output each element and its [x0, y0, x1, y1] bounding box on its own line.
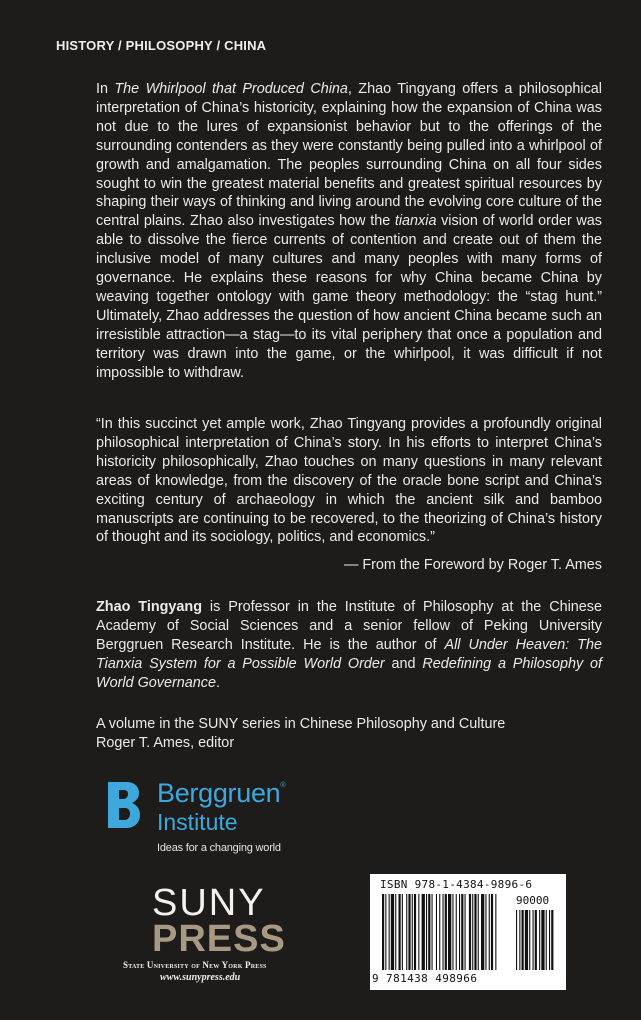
barcode-bar: [485, 894, 486, 970]
author-name: Zhao Tingyang: [96, 599, 202, 615]
barcode-bar: [469, 894, 471, 970]
barcode-bar: [432, 894, 433, 970]
berggruen-tagline: Ideas for a changing world: [157, 842, 281, 854]
barcode-bar: [408, 894, 410, 970]
barcode-bar: [428, 894, 430, 970]
barcode-bar: [382, 894, 384, 970]
barcode-bar: [443, 894, 444, 970]
barcode-digits: 9 781438 498966: [372, 972, 478, 985]
book-title: The Whirlpool that Produced China: [114, 81, 348, 97]
barcode-bar: [452, 894, 453, 970]
publisher-name: State University of New York Press: [123, 960, 267, 970]
barcode-bar: [465, 894, 466, 970]
barcode-bar: [412, 894, 413, 970]
book-title: All Under Heaven: The Tianxia System for a Possible World Order: [96, 636, 602, 672]
series-line: A volume in the SUNY series in Chinese Philosophy and Culture: [96, 716, 506, 732]
series-info: [96, 715, 505, 753]
berggruen-name: Berggruen®: [157, 778, 286, 808]
barcode-bar: [489, 894, 490, 970]
barcode-bar: [481, 894, 484, 970]
tianxia-term: tianxia: [394, 213, 437, 230]
barcode-bar: [456, 894, 457, 970]
price-code: 90000: [516, 894, 550, 907]
barcode-bar: [478, 894, 479, 970]
price-bar: [522, 910, 524, 970]
book-title: Redefining a Philosophy of World Governance: [96, 655, 602, 691]
barcode-bar: [495, 894, 496, 970]
barcode-bar: [422, 894, 425, 970]
barcode-bar: [406, 894, 407, 970]
bio-text: is Professor in the Institute of Philosophy at the Chinese Academy of Social Sciences and a senior fellow of Peking University Berggruen Research Institute. He is the author of: [96, 599, 602, 653]
press-wordmark: PRESS: [152, 918, 286, 960]
author-bio: [96, 598, 602, 693]
barcode: [370, 874, 566, 990]
description-paragraph: [96, 80, 602, 383]
publisher-url: www.sunypress.edu: [160, 972, 241, 983]
foreword-quote: “In this succinct yet ample work, Zhao Tingyang provides a profoundly original philosophical interpretation of China’s story. In his efforts to interpret China’s historicity philosophically, Zhao touches on many questions in many relevant areas of knowledge, from the discovery of the oracle bone script and China’s exciting century of archaeology in which the ancient silk and bamboo manuscripts are continuing to be recovered, to the theorizing of China’s history of thought and its sociology, politics, and economics.”: [96, 416, 602, 546]
bio-text: .: [215, 674, 220, 691]
barcode-bar: [439, 894, 440, 970]
berggruen-institute: Institute: [157, 809, 238, 835]
description-text: , Zhao Tingyang offers a philosophical interpretation of China’s historicity, explaining how the expansion of China was not due to the lures of expansionist behavior but to the offerings of the surrounding contenders as they were constantly being pulled into a whirlpool of growth and amalgamation. The peoples surrounding China on all four sides sought to win the greatest material benefits and greatest spiritual resources by shaping their ways of thinking and living around the evolving core culture of the central plains. Zhao also investigates how the: [96, 81, 602, 230]
price-bar: [539, 910, 540, 970]
description-text: In: [96, 81, 115, 97]
suny-wordmark: SUNY: [152, 882, 266, 924]
barcode-bar: [459, 894, 460, 970]
price-bar: [546, 910, 547, 970]
barcode-bar: [414, 894, 416, 970]
price-bar: [533, 910, 534, 970]
berggruen-b-icon: [108, 782, 140, 828]
series-editor: Roger T. Ames, editor: [96, 735, 235, 751]
barcode-bar: [395, 894, 396, 970]
price-bar: [541, 910, 544, 970]
bio-text: and: [384, 655, 423, 672]
barcode-bar: [445, 894, 447, 970]
quote-attribution: — From the Foreword by Roger T. Ames: [343, 557, 602, 573]
price-bar: [519, 910, 520, 970]
price-bar: [525, 910, 528, 970]
barcode-bar: [385, 894, 386, 970]
price-bar: [549, 910, 550, 970]
barcode-bar: [426, 894, 427, 970]
barcode-bar: [472, 894, 473, 970]
berggruen-logo: [108, 780, 348, 860]
barcode-bar: [402, 894, 403, 970]
barcode-bar: [461, 894, 463, 970]
barcode-bar: [491, 894, 493, 970]
suny-press-logo: [120, 882, 320, 992]
barcode-bar: [418, 894, 419, 970]
barcode-bar: [389, 894, 390, 970]
category-label: HISTORY / PHILOSOPHY / CHINA: [56, 38, 267, 53]
barcode-bar: [448, 894, 451, 970]
description-text: vision of world order was able to dissolve the fierce currents of contention and create out of them the inclusive model of many cultures and many peoples with many forms of governance. He explains these reasons for why China became China by weaving together ontology with game theory methodology: the “stag hunt.” Ultimately, Zhao addresses the question of how ancient China became such an irresistible attraction—a stag—to its vital periphery that once a population and territory was drawn into the game, or the whirlpool, it was difficult if not impossible to withdraw.: [96, 213, 602, 381]
price-bar: [529, 910, 530, 970]
barcode-bar: [391, 894, 394, 970]
price-bar: [516, 910, 517, 970]
price-bar: [535, 910, 537, 970]
barcode-bar: [399, 894, 401, 970]
barcode-bar: [436, 894, 437, 970]
price-bar: [551, 910, 553, 970]
isbn-label: ISBN 978-1-4384-9896-6: [380, 878, 533, 891]
barcode-bar: [474, 894, 476, 970]
